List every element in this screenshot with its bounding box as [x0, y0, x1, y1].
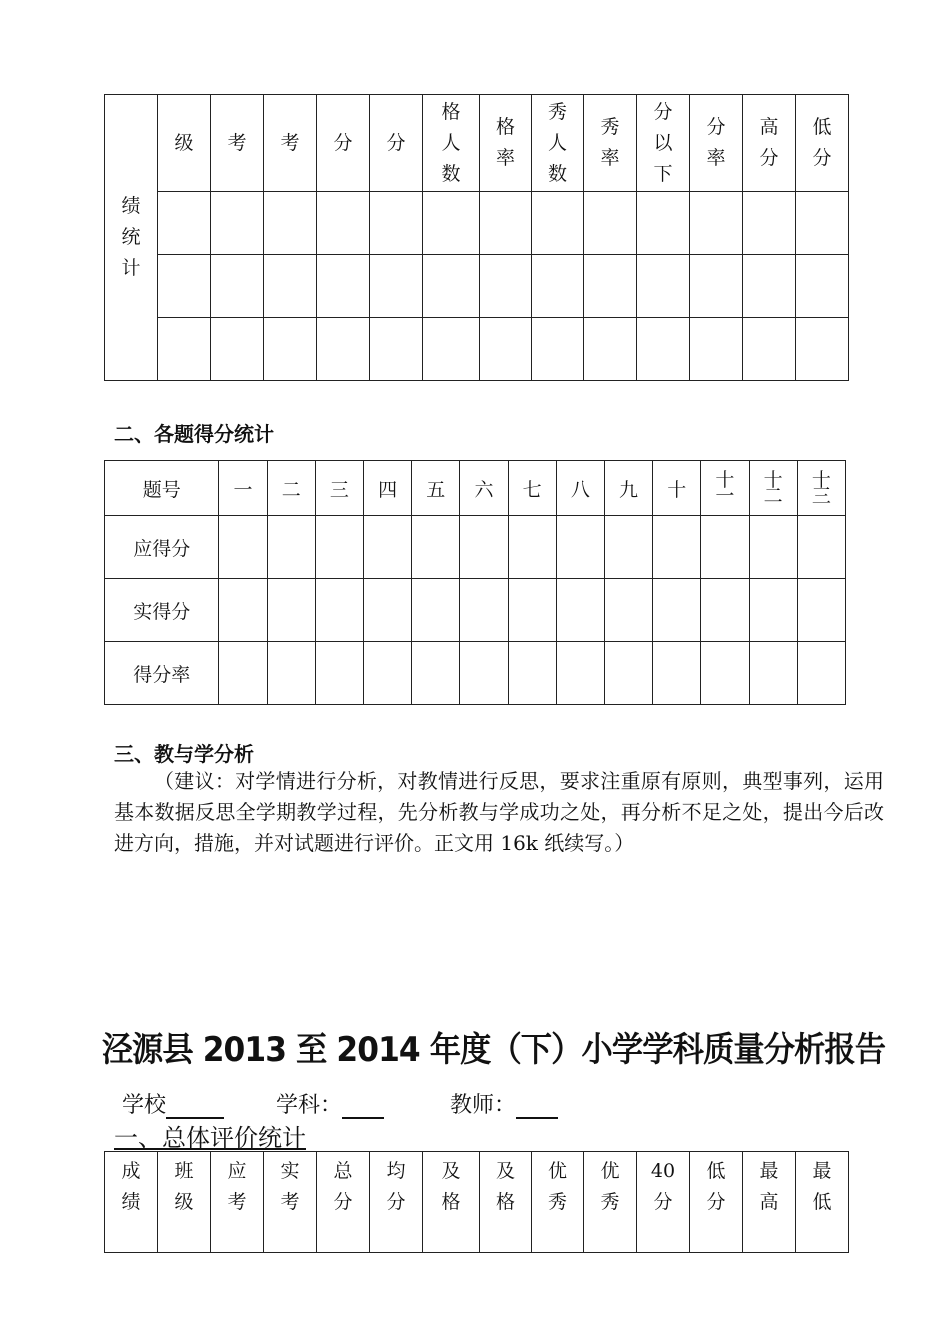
section2-heading: 二、各题得分统计 [114, 422, 274, 446]
table3-header-cell: 低 分 [690, 1152, 743, 1253]
table3-header-cell: 班 级 [158, 1152, 211, 1253]
school-input-line[interactable] [166, 1097, 224, 1119]
table1-side-label: 绩 统 计 [105, 95, 158, 381]
section1-heading: 一、总体评价统计 [114, 1124, 306, 1152]
question-col-header: 三 [315, 461, 363, 516]
analysis-instructions: （建议：对学情进行分析，对教情进行反思，要求注重原有原则，典型事列，运用基本数据反思全学期教学过程，先分析教与学成功之处，再分析不足之处，提出今后改进方向，措施，并对试题进行评价。正文用 16k 纸续写。） [114, 769, 884, 855]
table-row [105, 192, 849, 255]
question-col-header: 六 [460, 461, 508, 516]
report-title: 泾源县 2013 至 2014 年度（下）小学学科质量分析报告 [101, 1030, 886, 1070]
school-field [122, 1088, 224, 1119]
question-col-header: 二 [267, 461, 315, 516]
table3-header-cell: 总 分 [317, 1152, 370, 1253]
question-number-label: 题号 [105, 461, 219, 516]
table-row [105, 318, 849, 381]
table1-header-cell: 分 [370, 95, 423, 192]
table1-header-cell: 考 [211, 95, 264, 192]
table1-header-cell: 分 [317, 95, 370, 192]
section3-heading: 三、教与学分析 [114, 742, 254, 766]
table3-header-cell: 实 考 [264, 1152, 317, 1253]
table-row [105, 255, 849, 318]
subject-input-line[interactable] [342, 1097, 384, 1119]
table1-header-cell: 高 分 [743, 95, 796, 192]
table-row [105, 579, 846, 642]
table3-header-cell: 及 格 [480, 1152, 532, 1253]
table1-header-cell: 分 率 [690, 95, 743, 192]
table1-header-cell: 低 分 [796, 95, 849, 192]
table3-header-cell: 成 绩 [105, 1152, 158, 1253]
score-stats-table-continued [104, 94, 849, 381]
question-col-header: 十 三 [797, 461, 845, 516]
question-col-header: 四 [364, 461, 412, 516]
table1-header-cell: 秀 人 数 [532, 95, 584, 192]
table3-header-cell: 40 分 [637, 1152, 690, 1253]
per-question-score-table [104, 460, 846, 705]
table1-header-cell: 格 人 数 [423, 95, 480, 192]
table1-header-cell: 格 率 [480, 95, 532, 192]
table3-header-cell: 应 考 [211, 1152, 264, 1253]
teacher-label: 教师： [450, 1093, 517, 1118]
table3-header-cell: 最 低 [796, 1152, 849, 1253]
table1-header-cell: 秀 率 [584, 95, 637, 192]
question-col-header: 十 二 [749, 461, 797, 516]
table-header-row [105, 1152, 849, 1253]
table1-header-cell: 考 [264, 95, 317, 192]
question-col-header: 九 [604, 461, 652, 516]
table-row [105, 516, 846, 579]
question-col-header: 五 [412, 461, 460, 516]
row-label: 实得分 [105, 579, 219, 642]
teacher-input-line[interactable] [516, 1097, 558, 1119]
table1-header-cell: 分 以 下 [637, 95, 690, 192]
question-col-header: 七 [508, 461, 556, 516]
table-header-row [105, 461, 846, 516]
question-col-header: 十 一 [701, 461, 749, 516]
table-row [105, 642, 846, 705]
table1-header-cell: 级 [158, 95, 211, 192]
question-col-header: 十 [653, 461, 701, 516]
row-label: 应得分 [105, 516, 219, 579]
school-label: 学校 [122, 1093, 167, 1118]
table3-header-cell: 均 分 [370, 1152, 423, 1253]
table3-header-cell: 优 秀 [532, 1152, 584, 1253]
question-col-header: 八 [556, 461, 604, 516]
subject-field [276, 1088, 384, 1119]
overall-evaluation-table [104, 1151, 849, 1253]
table3-header-cell: 及 格 [423, 1152, 480, 1253]
question-col-header: 一 [219, 461, 267, 516]
row-label: 得分率 [105, 642, 219, 705]
teacher-field [450, 1088, 558, 1119]
subject-label: 学科： [276, 1093, 343, 1118]
table3-header-cell: 最 高 [743, 1152, 796, 1253]
table3-header-cell: 优 秀 [584, 1152, 637, 1253]
